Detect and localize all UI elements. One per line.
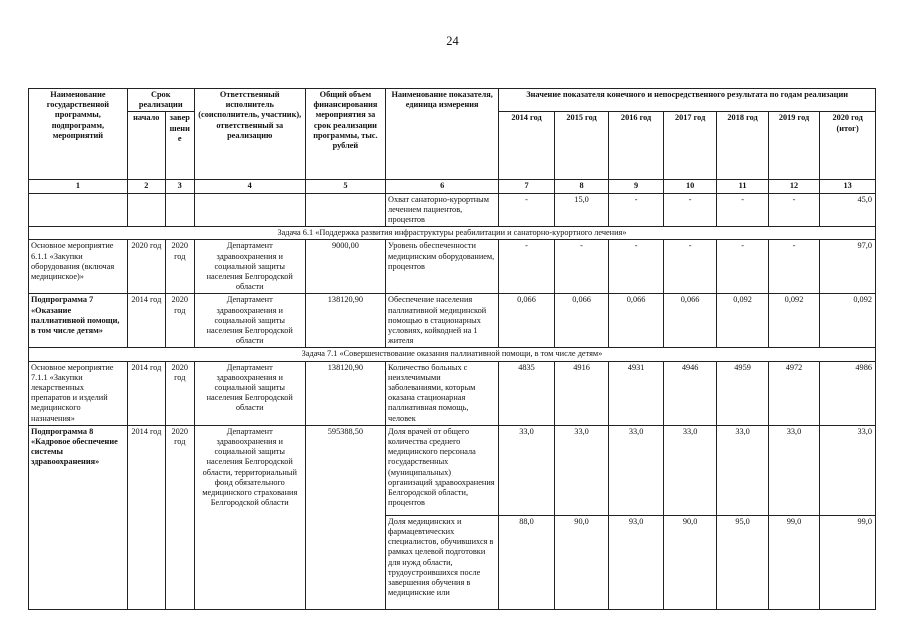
responsible-cell: Департамент здравоохранения и социальной защиты населения Белгородской области: [194, 294, 305, 348]
value-cell: 0,066: [663, 294, 717, 348]
col-number: 3: [165, 180, 194, 193]
col-number: 9: [609, 180, 664, 193]
indicator-cell: Обеспечение населения паллиативной медицинской помощью в стационарных условиях, койкодней на 1 жителя: [386, 294, 499, 348]
col-number: 4: [194, 180, 305, 193]
header-end: завершение: [165, 112, 194, 180]
value-cell: 33,0: [499, 425, 555, 515]
col-number: 6: [386, 180, 499, 193]
table-row: [29, 240, 876, 294]
col-number: 10: [663, 180, 717, 193]
value-cell: 4916: [554, 361, 609, 425]
col-number: 5: [305, 180, 385, 193]
start-year: 2014 год: [127, 361, 165, 425]
header-year-2020: 2020 год (итог): [820, 112, 876, 180]
indicator-cell: Количество больных с неизлечимыми заболеваниями, которым оказана стационарная паллиативная помощь, человек: [386, 361, 499, 425]
value-cell: 0,092: [717, 294, 768, 348]
value-cell: 4931: [609, 361, 664, 425]
end-year: 2020 год: [165, 361, 194, 425]
program-table: [28, 88, 876, 610]
value-cell: -: [663, 240, 717, 294]
indicator-cell: Доля врачей от общего количества среднего медицинского персонала государственных (муниципальных) организаций здравоохранения Белгородской области, процентов: [386, 425, 499, 515]
value-cell: -: [499, 240, 555, 294]
header-year-2015: 2015 год: [554, 112, 609, 180]
value-cell: -: [609, 240, 664, 294]
value-cell: -: [717, 240, 768, 294]
value-cell: 33,0: [820, 425, 876, 515]
value-cell: 0,092: [820, 294, 876, 348]
value-cell: -: [554, 240, 609, 294]
value-cell: 0,092: [768, 294, 819, 348]
value-cell: 90,0: [663, 515, 717, 609]
value-cell: 99,0: [768, 515, 819, 609]
volume-cell: 595388,50: [305, 425, 385, 609]
value-cell: 97,0: [820, 240, 876, 294]
value-cell: 33,0: [663, 425, 717, 515]
volume-cell: 138120,90: [305, 294, 385, 348]
value-cell: -: [499, 193, 555, 227]
indicator-cell: Доля медицинских и фармацевтических специалистов, обучившихся в рамках целевой подготовки для нужд области, трудоустроившихся после завершения обучения в медицинские или: [386, 515, 499, 609]
value-cell: -: [768, 193, 819, 227]
value-cell: -: [768, 240, 819, 294]
volume-cell: 138120,90: [305, 361, 385, 425]
responsible-cell: Департамент здравоохранения и социальной защиты населения Белгородской области: [194, 361, 305, 425]
header-year-2017: 2017 год: [663, 112, 717, 180]
volume-cell: 9000,00: [305, 240, 385, 294]
value-cell: 45,0: [820, 193, 876, 227]
indicator-cell: Охват санаторно-курортным лечением пациентов, процентов: [386, 193, 499, 227]
col-number: 13: [820, 180, 876, 193]
indicator-cell: Уровень обеспеченности медицинским оборудованием, процентов: [386, 240, 499, 294]
end-year: 2020 год: [165, 240, 194, 294]
header-year-2019: 2019 год: [768, 112, 819, 180]
subprogram-name: Подпрограмма 7 «Оказание паллиативной помощи, в том числе детям»: [29, 294, 128, 348]
header-term: Срок реализации: [127, 89, 194, 112]
responsible-cell: Департамент здравоохранения и социальной защиты населения Белгородской области, территориальный фонд обязательного медицинского страхования Белгородской области: [194, 425, 305, 609]
start-year: 2014 год: [127, 294, 165, 348]
col-number: 2: [127, 180, 165, 193]
measure-name: Основное мероприятие 6.1.1 «Закупки оборудования (включая медицинское)»: [29, 240, 128, 294]
responsible-cell: Департамент здравоохранения и социальной защиты населения Белгородской области: [194, 240, 305, 294]
value-cell: -: [663, 193, 717, 227]
value-cell: 33,0: [609, 425, 664, 515]
value-cell: 0,066: [554, 294, 609, 348]
value-cell: 33,0: [768, 425, 819, 515]
value-cell: 33,0: [554, 425, 609, 515]
table-row: [29, 294, 876, 348]
header-volume: Общий объем финансирования мероприятия за срок реализации программы, тыс. рублей: [305, 89, 385, 180]
col-number: 8: [554, 180, 609, 193]
col-number: 1: [29, 180, 128, 193]
page-number: 24: [446, 34, 459, 48]
header-year-2018: 2018 год: [717, 112, 768, 180]
task-heading: Задача 6.1 «Поддержка развития инфраструктуры реабилитации и санаторно-курортного лечения»: [29, 227, 876, 240]
col-number: 7: [499, 180, 555, 193]
value-cell: 90,0: [554, 515, 609, 609]
table-row: [29, 361, 876, 425]
end-year: 2020 год: [165, 425, 194, 609]
header-row-1: [29, 89, 876, 112]
task-heading: Задача 7.1 «Совершенствование оказания паллиативной помощи, в том числе детям»: [29, 348, 876, 361]
header-indicator: Наименование показателя, единица измерения: [386, 89, 499, 180]
table-row: [29, 193, 876, 227]
value-cell: 4986: [820, 361, 876, 425]
end-year: 2020 год: [165, 294, 194, 348]
header-name: Наименование государственной программы, подпрограмм, мероприятий: [29, 89, 128, 180]
value-cell: 33,0: [717, 425, 768, 515]
value-cell: 0,066: [609, 294, 664, 348]
column-numbers-row: [29, 180, 876, 193]
subprogram-name: Подпрограмма 8 «Кадровое обеспечение системы здравоохранения»: [29, 425, 128, 609]
measure-name: Основное мероприятие 7.1.1 «Закупки лекарственных препаратов и изделий медицинского назначения»: [29, 361, 128, 425]
task-row: [29, 227, 876, 240]
header-responsible: Ответственный исполнитель (соисполнитель, участник), ответственный за реализацию: [194, 89, 305, 180]
col-number: 12: [768, 180, 819, 193]
value-cell: 95,0: [717, 515, 768, 609]
value-cell: 93,0: [609, 515, 664, 609]
header-year-2014: 2014 год: [499, 112, 555, 180]
table-row: [29, 425, 876, 515]
col-number: 11: [717, 180, 768, 193]
start-year: 2020 год: [127, 240, 165, 294]
header-year-2016: 2016 год: [609, 112, 664, 180]
value-cell: 4946: [663, 361, 717, 425]
header-values: Значение показателя конечного и непосредственного результата по годам реализации: [499, 89, 876, 112]
value-cell: 4972: [768, 361, 819, 425]
value-cell: -: [717, 193, 768, 227]
header-start: начало: [127, 112, 165, 180]
value-cell: 0,066: [499, 294, 555, 348]
value-cell: 99,0: [820, 515, 876, 609]
start-year: 2014 год: [127, 425, 165, 609]
value-cell: 88,0: [499, 515, 555, 609]
value-cell: -: [609, 193, 664, 227]
value-cell: 4959: [717, 361, 768, 425]
value-cell: 4835: [499, 361, 555, 425]
task-row: [29, 348, 876, 361]
value-cell: 15,0: [554, 193, 609, 227]
